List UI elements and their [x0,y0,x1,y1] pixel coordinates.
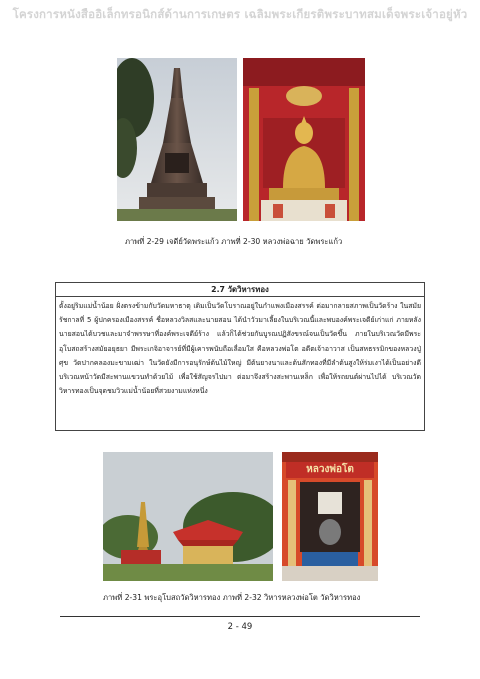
footer-divider [60,616,420,617]
figure-caption-bottom: ภาพที่ 2-31 พระอุโบสถวัดวิหารทอง ภาพที่ 2-32 วิหารหลวงพ่อโต วัดวิหารทอง [103,593,361,602]
sign-luang-pho-to: หลวงพ่อโต [306,464,354,475]
section-wat-wihan-thong [55,282,425,431]
figure-caption-top: ภาพที่ 2-29 เจดีย์วัดพระแก้ว ภาพที่ 2-30 หลวงพ่อฉาย วัดพระแก้ว [125,237,343,246]
photo-chedi-wat-phra-kaew [117,58,237,221]
photo-luang-pho-chai [243,58,365,221]
section-body: ตั้งอยู่ริมแม่น้ำน้อย ฝั่งตรงข้ามกับวัดมหาธาตุ เดิมเป็นวัดโบราณอยู่ในกำแพงเมืองสรรค์ ต่อมากลายสภาพเป็นวัดร้าง ในสมัยรัชกาลที่ 5 ผู้ปกครองเมืองสรรค์ ชื่อหลวงวิลสและนายสอน ได้นำวัวมาเลี้ยงในบริเวณนี้และพบองค์พระเจดีย์เก่าแก่ ภายหลังนายสอนได้บวชและมาจำพรรษาที่องค์พระเจดีย์ร้าง แล้วก็ได้ช่วยกันบูรณปฏิสังขรณ์จนเป็นวัดขึ้น ภายในบริเวณวัดมีพระอุโบสถสร้างสมัยอยุธยา มีพระเกจิอาจารย์ที่มีผู้เคารพนับถือเลื่อมใส คือหลวงพ่อโต อดีตเจ้าอาวาส เป็นสหธรรมิกของหลวงปู่ศุข วัดปากคลองมะขามเฒ่า ในวัดยังมีการอนุรักษ์ต้นไม้ใหญ่ มีต้นยางนาและต้นสักทองที่มีลำต้นสูงให้ร่มเงาได้เป็นอย่างดี บริเวณหน้าวัดมีสะพานแขวนทำด้วยไม้ เพื่อใช้สัญจรไปมา ต่อมาจึงสร้างสะพานเหล็ก เพื่อให้รถยนต์ผ่านไปได้ บริเวณวัดวิหารทองเป็นจุดชมวิวแม่น้ำน้อยที่สวยงามแห่งหนึ่ง [59,302,421,396]
page-number: 2 - 49 [227,622,253,632]
section-title: 2.7 วัดวิหารทอง [56,283,424,297]
document-header: โครงการหนังสืออิเล็กทรอนิกส์ด้านการเกษตร เฉลิมพระเกียรติพระบาทสมเด็จพระเจ้าอยู่หัว [12,7,468,21]
photo-vihara-luang-pho-to [282,452,378,581]
photo-ubosot-wat-wihan-thong [103,452,273,581]
